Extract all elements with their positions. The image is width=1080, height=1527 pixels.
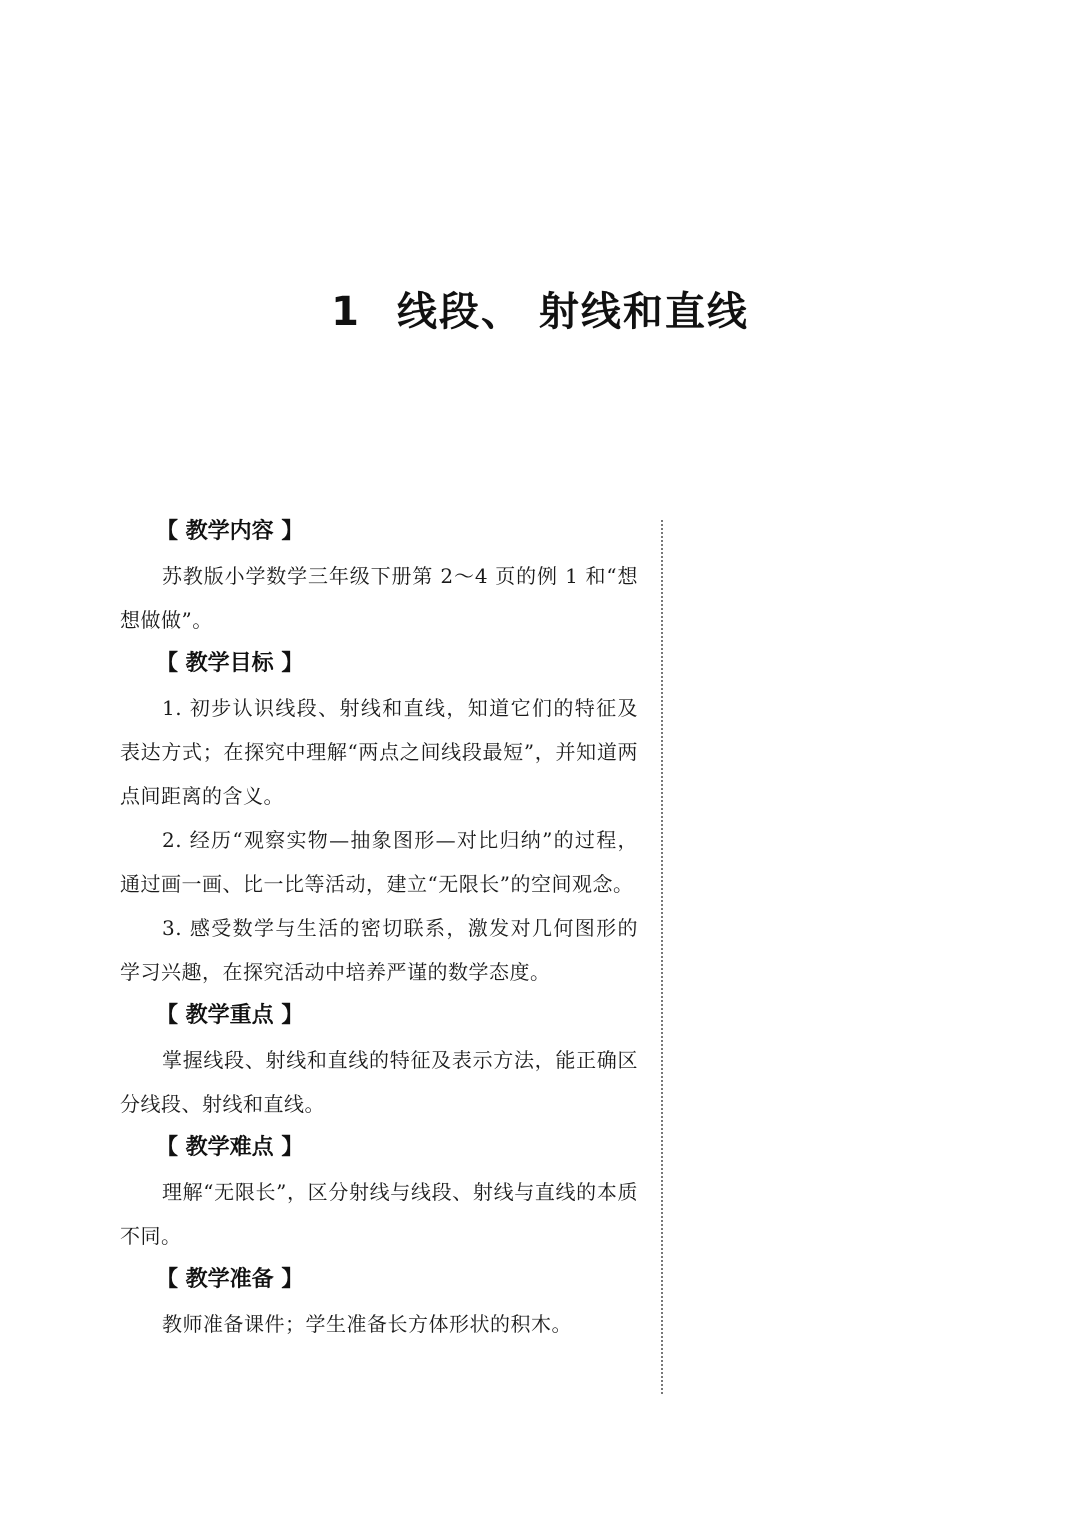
lesson-title: 线段、 射线和直线 <box>396 289 749 335</box>
difficulties-paragraph: 理解“无限长”，区分射线与线段、射线与直线的本质不同。 <box>120 1180 638 1248</box>
section-heading-goals: 【 教学目标 】 <box>156 651 304 676</box>
lesson-plan-column <box>120 510 638 1346</box>
section-heading-difficulties: 【 教学难点 】 <box>156 1135 304 1160</box>
content-paragraph: 苏教版小学数学三年级下册第 2～4 页的例 1 和“想想做做”。 <box>120 564 638 632</box>
section-heading-key-points: 【 教学重点 】 <box>156 1003 304 1028</box>
key-points-paragraph: 掌握线段、射线和直线的特征及表示方法，能正确区分线段、射线和直线。 <box>120 1048 638 1116</box>
dotted-column-divider <box>661 520 663 1394</box>
section-heading-preparation: 【 教学准备 】 <box>156 1267 304 1292</box>
lesson-number: 1 <box>331 289 361 335</box>
goal-item-1: 1. 初步认识线段、射线和直线，知道它们的特征及表达方式；在探究中理解“两点之间线段最短”，并知道两点间距离的含义。 <box>120 696 638 808</box>
goal-item-2: 2. 经历“观察实物—抽象图形—对比归纳”的过程，通过画一画、比一比等活动，建立“无限长”的空间观念。 <box>120 828 638 896</box>
preparation-paragraph: 教师准备课件；学生准备长方体形状的积木。 <box>162 1312 572 1336</box>
page-title <box>0 280 1080 337</box>
section-heading-content: 【 教学内容 】 <box>156 519 304 544</box>
goal-item-3: 3. 感受数学与生活的密切联系，激发对几何图形的学习兴趣，在探究活动中培养严谨的数学态度。 <box>120 916 638 984</box>
